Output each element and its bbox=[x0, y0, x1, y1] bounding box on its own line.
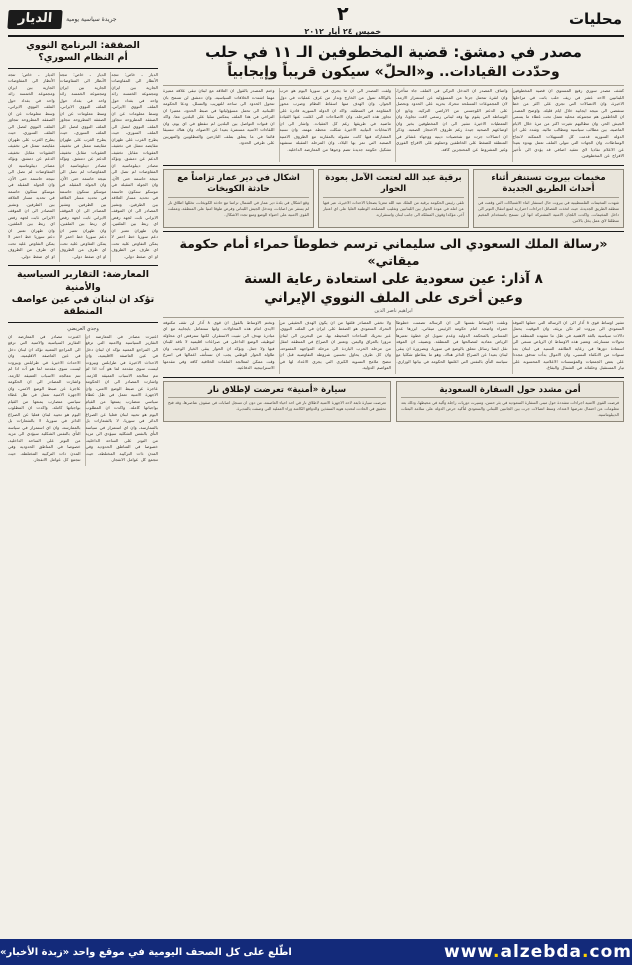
main-column bbox=[163, 40, 624, 422]
url-dot-2: . bbox=[582, 942, 590, 962]
second-lead-text-2: وتلفت الاوساط نفسها الى ان الرسالة تضمنت خطوطا حمراء واضحة امام حكومة الرئيس ميقاتي، ابرزها عدم المساس بالمحكمة الدولية وعدم تمويل اي خطوة تعتبرها الرياض معادية لمصالحها في المنطقة. وتضيف ان الموفد نقل ايضا رسائل تتعلق بالوضع في سوريا، وبضرورة ان يبقى لبنان بعيدا عن الصراع الدائر هناك، وهو ما يتقاطع شكليا مع سياسة النأي بالنفس التي اعلنتها الحكومة في بيانها الوزاري. bbox=[396, 319, 508, 364]
page-number: ٢ bbox=[336, 2, 349, 25]
divider bbox=[163, 231, 624, 232]
mini-box-3-body: وقع اشكال في بلدة دير عمار في الشمال تزامنا مع حادثة الكويخات، تخللها اطلاق نار لم يسفر عن اصابات، وتدخل الجيش اللبناني وفرض طوقا امنيا على المنطقة، وعملت القوى الامنية على احتواء الوضع ومنع تجدد الاشكال. bbox=[168, 199, 309, 217]
mini-box-2-body: تلقى رئيس الحكومة برقية من الملك عبد الله معزيا بضحايا الاحداث الاخيرة، عبر فيها عن امله في عودة الحوار بين اللبنانيين وتغليب المصلحة الوطنية العليا على اي اعتبار آخر، مؤكدا وقوف المملكة الى جانب لبنان واستقراره. bbox=[323, 199, 464, 217]
second-lead-text-3: ولا تخفي المصادر قلقها من ان يكون الهدف الحقيقي من التحرك السعودي هو الضغط على ايران في الملف النووي، عبر تحريك الساحات المحيطة بها، من البحرين الى لبنان مرورا بالعراق واليمن. وتعتبر ان الصراع في المنطقة انتقل من مرحلة الحرب الباردة الى مرحلة المواجهة المفتوحة، وان كل طرف يحاول تحسين شروطه التفاوضية قبل ان تتضح ملامح التسوية الكبرى التي يجري الاعداد لها في العواصم الدولية. bbox=[279, 319, 391, 371]
page-number-block bbox=[117, 3, 569, 36]
second-lead-column-1 bbox=[512, 320, 625, 374]
mini-box-3-title: اشكال في دير عمار تزامناً مع حادثة الكويخات bbox=[177, 172, 300, 194]
lead-text-3: ولفت المصدر الى ان ما يجري في سوريا اليوم هو حرب بالوكالة تمول من الخارج وتدار من غرف عمليات في دول الجوار، وان الهدف منها اسقاط النظام وضرب محور المقاومة في المنطقة. واكد ان الدولة السورية قادرة على تجاوز هذه المرحلة، وان الاصلاحات التي اعلنت عنها القيادة ماضية في طريقها رغم كل العقبات. واشار الى ان الانتخابات النيابية الاخيرة شكلت محطة مهمة، وان نسبة المشاركة فيها كانت مقبولة بالمقارنة مع الظروف الامنية الصعبة التي تمر بها البلاد، وان المرحلة المقبلة ستشهد تشكيل حكومة جديدة تضم وجوها من المعارضة الداخلية. bbox=[279, 88, 391, 152]
second-lead-headline-2: وعين أخرى على الملف النووي الإيراني bbox=[264, 289, 523, 306]
rail-story-1-headline bbox=[8, 40, 158, 69]
lead-article bbox=[163, 42, 624, 162]
second-lead-kicker: «رسالة الملك السعودي الى سليماني ترسم خطوطاً حمراء أمام حكومة ميقاتي» bbox=[179, 235, 608, 269]
url-domain: alzebda bbox=[500, 942, 583, 962]
lead-text-4: وختم المصدر بالقول ان العلاقة مع لبنان تبقى علاقة مميزة مهما اشتدت الخلافات السياسية، وان دمشق لن تسمح بان تتحول الحدود الى ساحة للتهريب والتسلل. ودعا الحكومة اللبنانية الى تحمل مسؤولياتها في ضبط الحدود، معتبرا ان التراخي في هذا الملف ينعكس سلبا على البلدين معا. واكد ان قنوات التواصل بين البلدين لم تنقطع في اي يوم، وان اللقاءات الامنية مستمرة بعيدا عن الاضواء، وان هناك تنسيقا قائما في ما يتعلق بملف النازحين والمطلوبين والمهربين على طرفي الحدود. bbox=[163, 88, 275, 146]
issue-date: خميس ٢٤ أيار ٢٠١٢ bbox=[304, 26, 382, 36]
bottom-story-2-title: سيارة «أمنية» تعرضت لإطلاق نار bbox=[207, 384, 347, 395]
divider bbox=[323, 197, 464, 198]
right-rail bbox=[8, 40, 158, 466]
website-url[interactable] bbox=[434, 942, 632, 962]
mini-box-2 bbox=[318, 169, 469, 228]
second-lead-column-3 bbox=[279, 320, 392, 374]
bottom-story-1-body: فرضت القوى الامنية اجراءات مشددة حول مبنى السفارة السعودية في بئر حسن، وسيرت دوريات راجلة وآلية في محيطها، وذلك بعد معلومات عن احتمال تعرضها لاعتداء، وسط اتصالات جرت بين الجانبين اللبناني والسعودي لتأكيد حرص الدولة على سلامة البعثات الديبلوماسية. bbox=[401, 399, 619, 417]
newspaper-logo bbox=[8, 10, 117, 29]
lead-headline-line1: مصدر في دمشق: قضية المخطوفين الـ ١١ في حلب bbox=[205, 43, 582, 61]
divider bbox=[163, 377, 624, 378]
rail-story-1-headline-line2: أم النظام السوري؟ bbox=[38, 52, 128, 64]
mini-box-2-title: برقية عبد الله لعتعت الآمل بعودة الحوار bbox=[325, 172, 462, 194]
second-lead-columns bbox=[163, 320, 624, 374]
rail-story-1-columns bbox=[8, 72, 158, 263]
lead-text-1: كشف مصدر سوري رفيع المستوى ان قضية المخطوفين اللبنانيين الاحد عشر في ريف حلب باتت في مراحلها الاخيرة، وان الاتصالات التي تجري على اكثر من خط ستفضي الى نتيجة ايجابية خلال ايام قليلة. واوضح المصدر ان الخاطفين هم مجموعة محلية تعمل تحت غطاء ما يسمى الجيش الحر، وان مطالبهم تغيرت اكثر من مرة خلال الايام الماضية، بين مطالب سياسية ومطالب مالية. وشدد على ان الدولة السورية قدمت كل التسهيلات الممكنة لانجاح الوساطات، وان الجهات التي تتولى الملف تعمل بهدوء بعيدا عن الاعلام تفاديا لاي تعقيد اضافي قد يؤدي الى تأخير الافراج عن المخطوفين. bbox=[512, 88, 624, 159]
second-lead-column-4 bbox=[163, 320, 275, 374]
lead-column-3 bbox=[279, 88, 392, 162]
mini-box-row bbox=[163, 169, 624, 228]
divider bbox=[163, 165, 624, 166]
rail-story-2-headline-line2: تؤكد ان لبنان في عين عواصف المنطقة bbox=[11, 293, 155, 318]
rail-story-2-col-2 bbox=[8, 334, 81, 466]
second-lead-text-4: وتختم الاوساط بالقول ان قوى ٨ آذار لن تقف مكتوفة الايدي امام هذه المحاولات، وانها ستتعامل بايجابية مع اي مبادرة تهدف الى تثبيت الاستقرار، لكنها سترفض اي محاولة لتوظيف الوضع الداخلي في صراعات اقليمية لا ناقة للبنان فيها ولا جمل. وتؤكد ان الحوار يبقى الخيار الوحيد، وان طاولة الحوار الوطني يجب ان تستأنف اعمالها في اسرع وقت ممكن لمعالجة الملفات الخلافية كافة وفي مقدمها الاستراتيجية الدفاعية. bbox=[163, 319, 275, 371]
rail-story-1-headline-line1: الصفقة: البرنامج النووي bbox=[26, 40, 140, 51]
lead-column-2 bbox=[395, 88, 508, 162]
section-title: محليات bbox=[568, 10, 622, 28]
mini-box-1-body: شهدت المخيمات الفلسطينية في بيروت حال استنفار اثناء الاشتباكات التي وقعت في منطقة الطريق الجديدة، حيث اتخذت الفصائل اجراءات احترازية لمنع انتقال التوتر الى داخل المخيمات، واكدت اللجان الامنية المشتركة انها لن تسمح باستخدام المخيم منطلقا لاي عمل يخل بالامن. bbox=[478, 199, 619, 223]
bottom-story-row bbox=[163, 381, 624, 422]
footer-banner bbox=[0, 939, 632, 965]
bottom-story-1-title: أمن مشدد حول السفارة السعودية bbox=[439, 384, 581, 395]
rail-story-1-col-2 bbox=[59, 72, 107, 263]
page-body bbox=[8, 40, 624, 466]
mini-box-1 bbox=[473, 169, 624, 228]
lead-column-1 bbox=[512, 88, 625, 162]
url-tld: com bbox=[589, 942, 632, 962]
divider bbox=[163, 85, 624, 86]
rail-story-1-text-a: الديار ـ خاص: تتجه الأنظار الى المفاوضات الجارية بين ايران ومجموعة الخمسة زائد واحد في بغداد حول الملف النووي الايراني، وسط معلومات عن ان الصفقة المطروحة تتجاوز الملف النووي لتصل الى الملف السوري، حيث يطرح الغرب على طهران مقايضة تتمثل في تخفيف العقوبات مقابل تخفيف الدعم عن دمشق. وتؤكد مصادر ديبلوماسية ان المفاوضات لم تصل الى نتيجة حاسمة حتى الآن، وان الجولة المقبلة في موسكو ستكون حاسمة في تحديد مسار العلاقة بين الطرفين. وتشير المصادر الى ان الموقف الايراني ثابت لجهة رفض اي ربط بين الملفين، وان طهران تعتبر ان دعم سوريا خط احمر لا يمكن التفاوض عليه تحت اي ظرف من الظروف او اي ضغط دولي. bbox=[111, 71, 158, 259]
rail-story-2-headline bbox=[8, 269, 158, 322]
divider bbox=[168, 197, 309, 198]
second-lead-article bbox=[163, 235, 624, 374]
rail-story-1-col-1 bbox=[110, 72, 158, 263]
rail-story-1-text-c: الديار ـ خاص: تتجه الأنظار الى المفاوضات الجارية بين ايران ومجموعة الخمسة زائد واحد في بغداد حول الملف النووي الايراني، وسط معلومات عن ان الصفقة المطروحة تتجاوز الملف النووي لتصل الى الملف السوري، حيث يطرح الغرب على طهران مقايضة تتمثل في تخفيف العقوبات مقابل تخفيف الدعم عن دمشق. وتؤكد مصادر ديبلوماسية ان المفاوضات لم تصل الى نتيجة حاسمة حتى الآن، وان الجولة المقبلة في موسكو ستكون حاسمة في تحديد مسار العلاقة بين الطرفين. وتشير المصادر الى ان الموقف الايراني ثابت لجهة رفض اي ربط بين الملفين، وان طهران تعتبر ان دعم سوريا خط احمر لا يمكن التفاوض عليه تحت اي ظرف من الظروف او اي ضغط دولي. bbox=[7, 71, 55, 259]
mini-box-1-title: مخيمات بيروت تستنفر أثناء أحداث الطريق الجديدة bbox=[491, 172, 606, 194]
footer-tagline: اطّلع على كل الصحف اليومية في موقع واحد «زبدة الأخبار» bbox=[0, 946, 292, 958]
rail-story-2-headline-line1: المعارضة: التقارير السياسية والأمنية bbox=[17, 269, 149, 293]
second-lead-column-2 bbox=[395, 320, 508, 374]
second-lead-headline: ٨ آذار: عين سعودية على استعادة رعاية السنة bbox=[244, 270, 543, 287]
rail-story-2-text-a: اعتبرت مصادر في المعارضة ان التقارير السياسية والامنية التي ترفع الى المراجع المعنية تؤكد ان لبنان دخل في عين العاصفة الاقليمية، وان الاحداث الاخيرة في طرابلس وبيروت ليست سوى مقدمة لما هو آت اذا لم تتم معالجة الاسباب العميقة للازمة. واشارت المصادر الى ان الحكومة عاجزة عن ضبط الوضع الامني، وان الاجهزة الامنية تعمل في ظل غطاء سياسي متضارب يمنعها من القيام بواجباتها كاملة. واكدت ان المطلوب اليوم هو تحييد لبنان فعليا عن الصراع الدائر في سوريا، لا بالشعارات بل بالممارسة، وان اي استمرار في سياسة النأي بالنفس الشكلية سيؤدي الى مزيد من التوتر على الساحة الداخلية، خصوصا في المناطق الحدودية وفي المدن ذات التركيبة المختلطة، حيث تتجمع كل عوامل الانفجار. bbox=[85, 333, 158, 463]
second-lead-text-1: تشير اوساط قوى ٨ آذار الى ان الرسالة التي حملها الموفد السعودي الى بيروت لم تكن بريئة، وان التوقيت يحمل دلالات سياسية بالغة الاهمية في ظل ما تشهده المنطقة من تحولات متسارعة. وتعتبر هذه الاوساط ان الرياض تسعى الى استعادة دورها في رعاية الطائفة السنية في لبنان بعد سنوات من الانكفاء النسبي، وان الاموال بدأت تتدفق مجددا على بعض الجمعيات والمؤسسات الاعلامية المحسوبة على تيار المستقبل وحلفائه في الشمال والبقاع. bbox=[512, 319, 624, 371]
lead-columns bbox=[163, 88, 624, 162]
rail-story-1-text-b: الديار ـ خاص: تتجه الأنظار الى المفاوضات الجارية بين ايران ومجموعة الخمسة زائد واحد في بغداد حول الملف النووي الايراني، وسط معلومات عن ان الصفقة المطروحة تتجاوز الملف النووي لتصل الى الملف السوري، حيث يطرح الغرب على طهران مقايضة تتمثل في تخفيف العقوبات مقابل تخفيف الدعم عن دمشق. وتؤكد مصادر ديبلوماسية ان المفاوضات لم تصل الى نتيجة حاسمة حتى الآن، وان الجولة المقبلة في موسكو ستكون حاسمة في تحديد مسار العلاقة بين الطرفين. وتشير المصادر الى ان الموقف الايراني ثابت لجهة رفض اي ربط بين الملفين، وان طهران تعتبر ان دعم سوريا خط احمر لا يمكن التفاوض عليه تحت اي ظرف من الظروف او اي ضغط دولي. bbox=[59, 71, 107, 259]
divider bbox=[168, 397, 386, 398]
logo-subtitle: جريدة سياسية يومية bbox=[66, 15, 117, 23]
mini-box-3 bbox=[163, 169, 314, 228]
url-www: www bbox=[444, 942, 494, 962]
second-lead-byline: ابراهيم ناصر الدين bbox=[374, 307, 413, 314]
masthead bbox=[8, 2, 624, 37]
divider bbox=[401, 397, 619, 398]
rail-story-2-columns bbox=[8, 334, 158, 466]
logo-text: الديار bbox=[7, 10, 62, 29]
lead-text-2: واضاف المصدر ان التدخل التركي في الملف جاء متأخرا، وان انقرة تتحمل جزءا من المسؤولية عن استمرار الازمة، لان المجموعات المسلحة تتحرك بحرية على الحدود وتحصل على الدعم اللوجستي من الاراضي التركية. وتابع ان الوساطة التي يقوم بها وفد لبناني رسمي لاقت تجاوبا، وان المعطيات الاخيرة تشير الى ان المخطوفين بخير وان اوضاعهم الصحية جيدة رغم ظروف الاحتجاز الصعبة. وذكر ان اتصالات جرت مع شخصيات دينية ووجهاء عشائر في المنطقة للضغط على الخاطفين وحملهم على الافراج الفوري وغير المشروط عن المحتجزين كافة. bbox=[396, 88, 508, 152]
rail-story-2-col-1 bbox=[85, 334, 159, 466]
rail-story-2-text-b: اعتبرت مصادر في المعارضة ان التقارير السياسية والامنية التي ترفع الى المراجع المعنية تؤكد ان لبنان دخل في عين العاصفة الاقليمية، وان الاحداث الاخيرة في طرابلس وبيروت ليست سوى مقدمة لما هو آت اذا لم تتم معالجة الاسباب العميقة للازمة. واشارت المصادر الى ان الحكومة عاجزة عن ضبط الوضع الامني، وان الاجهزة الامنية تعمل في ظل غطاء سياسي متضارب يمنعها من القيام بواجباتها كاملة. واكدت ان المطلوب اليوم هو تحييد لبنان فعليا عن الصراع الدائر في سوريا، لا بالشعارات بل بالممارسة، وان اي استمرار في سياسة النأي بالنفس الشكلية سيؤدي الى مزيد من التوتر على الساحة الداخلية، خصوصا في المناطق الحدودية وفي المدن ذات التركيبة المختلطة، حيث تتجمع كل عوامل الانفجار. bbox=[8, 333, 81, 463]
divider bbox=[163, 317, 624, 318]
rail-story-1-col-3 bbox=[8, 72, 55, 263]
bottom-story-1 bbox=[396, 381, 624, 422]
lead-headline-line2: وحدّدت القيادات.. و«الحلّ» سيكون قريباً وإيجابياً bbox=[227, 64, 560, 81]
divider bbox=[478, 197, 619, 198]
divider bbox=[8, 265, 158, 266]
lead-column-4 bbox=[163, 88, 275, 162]
rail-story-2-byline: وجدي العريضي bbox=[67, 325, 99, 332]
bottom-story-2-body: تعرضت سيارة تابعة لاحد الاجهزة الامنية لاطلاق نار في احد احياء العاصمة، من دون ان تسجل اصابات في صفوف عناصرها، وقد فتح تحقيق في الحادث لتحديد هوية المنفذين والدوافع الكامنة وراء العملية التي وصفت بالمدبرة. bbox=[168, 399, 386, 411]
url-dot-1: . bbox=[493, 942, 501, 962]
bottom-story-2 bbox=[163, 381, 391, 422]
